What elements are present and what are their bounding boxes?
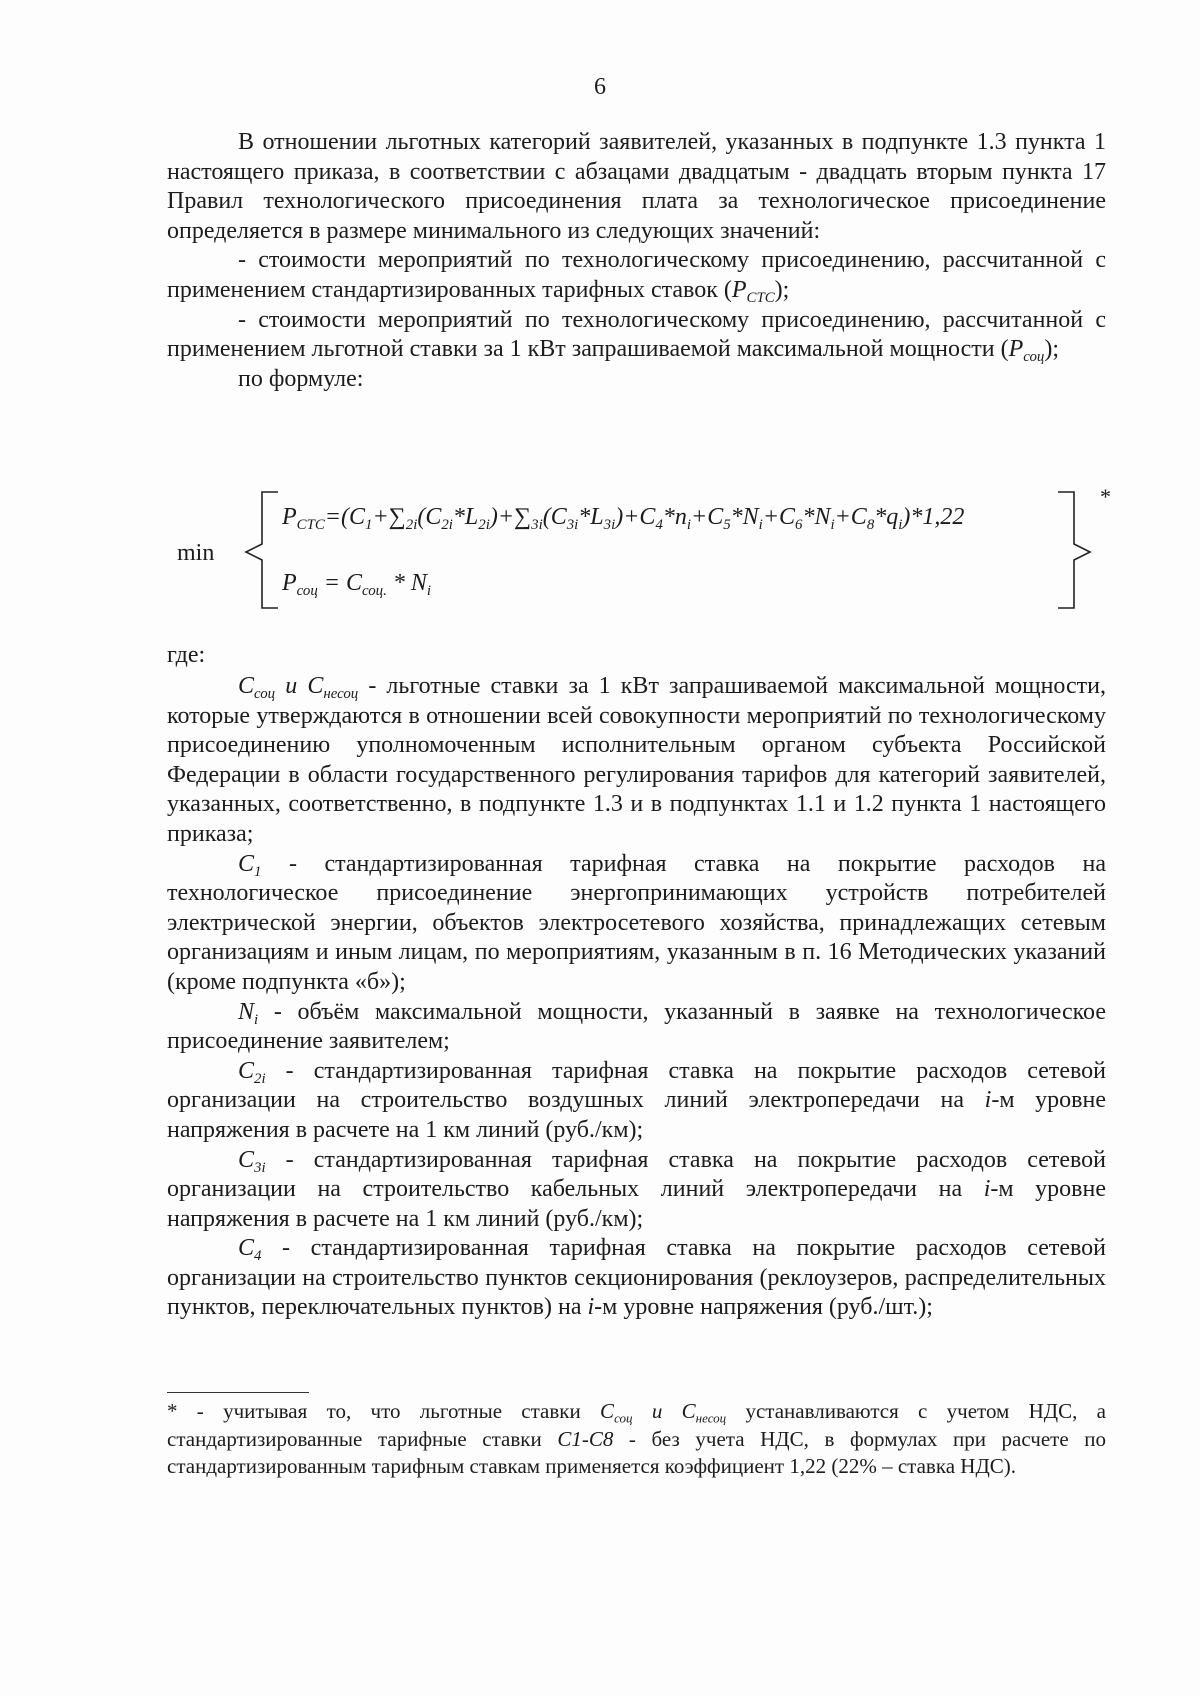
formula-block: [0, 484, 1200, 614]
footnote-text: * - учитывая то, что льготные ставки $C_{соц}$ и $C_{несоц}$ устанавливаются с учетом НДС, а стандартизированные тарифные ставки С1-С8 - без учета НДС, в формулах при расчете по стандартизированным тарифным ставкам применяется коэффициент 1,22 (22% – ставка НДС).: [167, 1399, 1106, 1478]
definition-ni: $N_i$ - объём максимальной мощности, указанный в заявке на технологическое присоединение заявителем;: [167, 998, 1106, 1055]
list-item-2: - стоимости мероприятий по технологическому присоединению, рассчитанной с применением льготной ставки за 1 кВт запрашиваемой максимальной мощности $(P_{соц})$;: [167, 306, 1106, 366]
definition-c2i: $C_{2i}$ - стандартизированная тарифная ставка на покрытие расходов сетевой организации на строительство воздушных линий электропередачи на i-м уровне напряжения в расчете на 1 км линий (руб./км);: [167, 1057, 1107, 1143]
intro-paragraph: В отношении льготных категорий заявителей, указанных в подпункте 1.3 пункта 1 настоящего приказа, в соответствии с абзацами двадцатым - двадцать вторым пункта 17 Правил технологического присоединения плата за технологическое присоединение определяется в размере минимального из следующих значений:: [167, 129, 1106, 244]
min-label: min: [177, 540, 215, 566]
definitions: [167, 672, 1106, 1323]
definition-csoc: $C_{соц}$ и $C_{несоц}$ - льготные ставки за 1 кВт запрашиваемой максимальной мощности, которые утверждаются в отношении всей совокупности мероприятий по технологическому присоединению уполномоченным исполнительным органом субъекта Российской Федерации в области государственного регулирования тарифов для категорий заявителей, указанных, соответственно, в подпункте 1.3 и в подпунктах 1.1 и 1.2 пункта 1 настоящего приказа;: [167, 673, 1107, 847]
formula-intro: по формуле:: [238, 365, 364, 392]
footnote: [167, 1398, 1106, 1481]
list-item-1: - стоимости мероприятий по технологическому присоединению, рассчитанной с применением стандартизированных тарифных ставок $(P_{СТС})$;: [167, 247, 1106, 307]
footnote-divider: [167, 1392, 309, 1393]
main-text: [167, 128, 1106, 394]
formula-footnote-mark: *: [1100, 484, 1111, 509]
formula-line-pstc: $P_{СТС}=(C_1+\sum_{2i}(C_{2i}*L_{2i})+\sum_{3i}(C_{3i}*L_{3i})+C_4*n_i+C_5*N_i+C_6*N_i+C_8*q_i)*1,22$: [282, 504, 965, 534]
formula-line-psoc: $P_{соц} = C_{соц.} * N_i$: [282, 570, 431, 600]
definition-c4: $C_4$ - стандартизированная тарифная ставка на покрытие расходов сетевой организации на строительство пунктов секционирования (реклоузеров, распределительных пунктов, переключательных пунктов) на i-м уровне напряжения (руб./шт.);: [167, 1235, 1106, 1321]
page-number: 6: [594, 74, 606, 100]
definition-c1: $C_1$ - стандартизированная тарифная ставка на покрытие расходов на технологическое присоединение энергопринимающих устройств потребителей электрической энергии, объектов электросетевого хозяйства, принадлежащих сетевым организациям и иным лицам, по мероприятиям, указанным в п. 16 Методических указаний (кроме подпункта «б»);: [167, 850, 1106, 995]
definition-c3i: $C_{3i}$ - стандартизированная тарифная ставка на покрытие расходов сетевой организации на строительство кабельных линий электропередачи на i-м уровне напряжения в расчете на 1 км линий (руб./км);: [167, 1146, 1106, 1232]
where-label: где:: [167, 642, 206, 668]
